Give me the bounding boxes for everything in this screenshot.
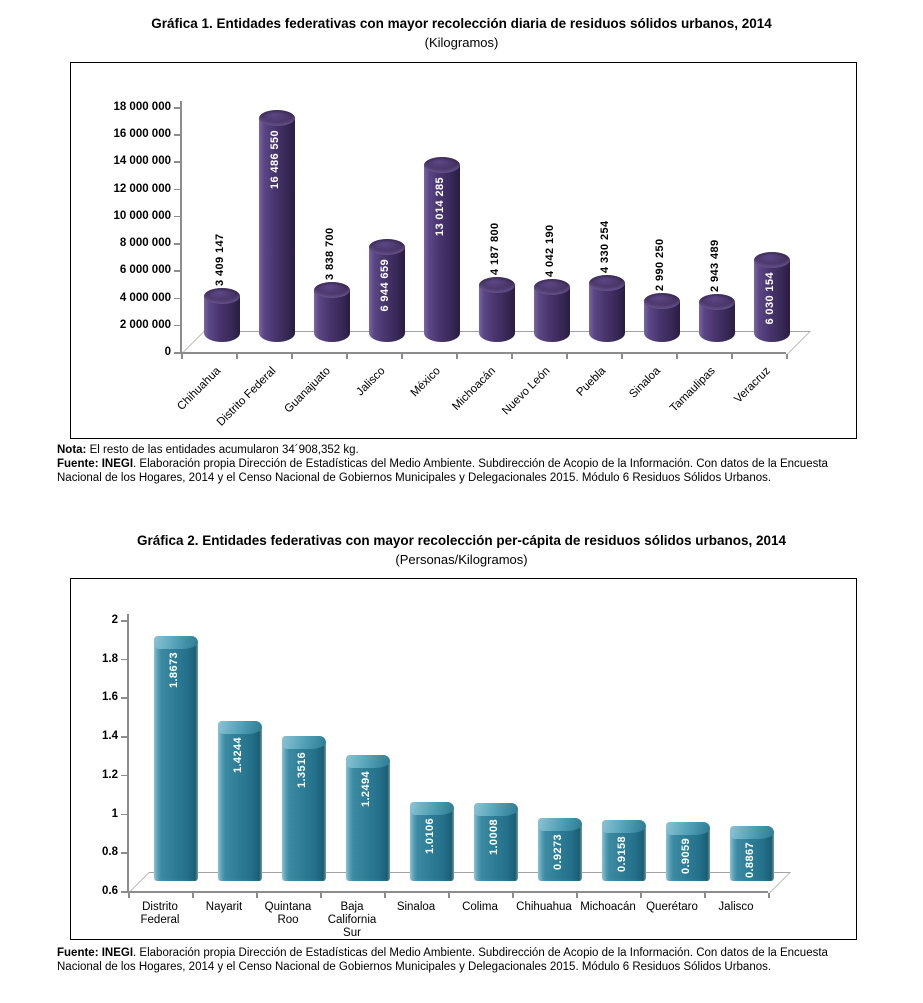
y-tick xyxy=(174,107,181,109)
bar-top-face xyxy=(666,822,710,835)
x-tick xyxy=(576,893,578,898)
y-tick xyxy=(121,852,128,854)
bar xyxy=(479,285,515,342)
y-tick-label: 0.6 xyxy=(102,885,118,897)
y-tick xyxy=(174,216,181,218)
chart1-note-text: El resto de las entidades acumularon 34´908,352 kg. xyxy=(86,444,359,456)
chart2-source-label: Fuente: xyxy=(57,947,99,959)
category-label: Michoacán xyxy=(580,901,636,913)
x-tick xyxy=(640,893,642,898)
y-tick xyxy=(174,134,181,136)
bar-top-face xyxy=(730,826,774,839)
y-tick xyxy=(174,161,181,163)
y-tick-label: 1.8 xyxy=(102,652,118,665)
bar-top-face xyxy=(534,279,570,295)
x-tick xyxy=(448,893,450,898)
y-tick-label: 8 000 000 xyxy=(119,237,171,250)
chart1-subtitle: (Kilogramos) xyxy=(424,35,499,50)
y-tick-label: 4 000 000 xyxy=(119,291,171,304)
bar-value-label: 1.0106 xyxy=(424,817,436,854)
y-tick-label: 12 000 000 xyxy=(113,182,171,195)
y-tick-label: 1.2 xyxy=(102,768,118,781)
bar-value-label: 2 990 250 xyxy=(653,238,666,292)
bar-value-label: 4 330 254 xyxy=(598,220,611,274)
y-tick xyxy=(121,736,128,738)
category-label: Nayarit xyxy=(205,901,243,913)
y-tick xyxy=(174,270,181,272)
x-tick xyxy=(384,893,386,898)
y-tick xyxy=(174,189,181,191)
bar-top-face xyxy=(154,636,198,649)
category-label: Chihuahua xyxy=(175,365,223,413)
bar-value-label: 0.9273 xyxy=(552,833,564,870)
x-tick xyxy=(768,893,770,898)
bar xyxy=(204,296,240,342)
chart1-panel xyxy=(70,62,857,439)
category-label: Puebla xyxy=(574,365,608,399)
y-tick-label: 1 xyxy=(111,807,118,820)
bar-value-label: 1.0008 xyxy=(488,819,500,856)
bar xyxy=(589,283,625,342)
category-label: Sinaloa xyxy=(396,901,436,913)
category-label: Distrito Federal xyxy=(140,901,180,926)
x-tick xyxy=(192,893,194,898)
y-tick xyxy=(174,352,181,354)
category-label: Chihuahua xyxy=(516,901,572,913)
x-tick xyxy=(236,354,238,359)
bar-value-label: 6 944 659 xyxy=(378,259,391,313)
x-tick xyxy=(511,354,513,359)
bar-value-label: 3 409 147 xyxy=(213,233,226,286)
bar xyxy=(699,302,735,342)
chart2-notes xyxy=(57,947,873,975)
x-tick xyxy=(256,893,258,898)
bar-top-face xyxy=(346,755,390,768)
y-tick xyxy=(121,659,128,661)
x-tick xyxy=(346,354,348,359)
y-tick xyxy=(174,298,181,300)
chart2-source xyxy=(57,947,873,975)
bar-top-face xyxy=(314,282,350,298)
x-axis xyxy=(181,352,786,354)
chart1-source-text: . Elaboración propia Dirección de Estadísticas del Medio Ambiente. Subdirección de Acopio de la Información. Con datos de la Encuesta Nacional de los Hogares, 2014 y el Censo Nacional de Gobiernos Municipales y Delegacionales 2015. Módulo 6 Residuos Sólidos Urbanos. xyxy=(57,457,828,484)
bar-value-label: 2 943 489 xyxy=(708,239,721,292)
chart2-plot-area xyxy=(71,579,856,939)
category-label: Guanajuato xyxy=(282,365,333,416)
chart2-source-text: . Elaboración propia Dirección de Estadísticas del Medio Ambiente. Subdirección de Acopio de la Información. Con datos de la Encuesta Nacional de los Hogares, 2014 y el Censo Nacional de Gobiernos Municipales y Delegacionales 2015. Módulo 6 Residuos Sólidos Urbanos. xyxy=(57,947,828,973)
bar-value-label: 16 486 550 xyxy=(268,129,281,189)
x-tick xyxy=(704,893,706,898)
x-tick xyxy=(786,354,788,359)
y-tick-label: 6 000 000 xyxy=(119,264,171,277)
bar-value-label: 4 042 190 xyxy=(543,224,556,277)
y-tick-label: 16 000 000 xyxy=(113,128,171,141)
bar-top-face xyxy=(424,157,460,173)
bar-top-face xyxy=(699,294,735,310)
chart2-title: Gráfica 2. Entidades federativas con mayor recolección per-cápita de residuos sólidos urbanos, 2014 xyxy=(137,533,786,548)
y-tick-label: 0.8 xyxy=(102,846,118,859)
bar-value-label: 0.9059 xyxy=(680,837,692,874)
bar-value-label: 1.2494 xyxy=(360,771,372,808)
chart1-note-label: Nota: xyxy=(57,444,87,456)
bar-top-face xyxy=(754,252,790,268)
bar-value-label: 0.9158 xyxy=(616,835,628,872)
bar-value-label: 1.3516 xyxy=(296,751,308,788)
chart1-source-label: Fuente: xyxy=(57,457,99,470)
y-tick-label: 2 xyxy=(111,614,118,626)
y-tick xyxy=(121,891,128,893)
x-tick xyxy=(291,354,293,359)
bar-top-face xyxy=(410,802,454,815)
y-tick xyxy=(121,697,128,699)
x-tick xyxy=(731,354,733,359)
category-label: Colima xyxy=(462,901,498,913)
chart1-plot-area xyxy=(71,63,856,438)
bar-value-label: 0.8867 xyxy=(744,841,756,878)
y-tick-label: 18 000 000 xyxy=(113,101,171,113)
chart2-source-org: INEGI xyxy=(98,947,134,959)
bar-top-face xyxy=(589,275,625,291)
x-tick xyxy=(512,893,514,898)
category-label: Distrito Federal xyxy=(214,365,278,429)
y-axis xyxy=(127,614,129,892)
category-label: Sinaloa xyxy=(627,365,663,401)
chart2-panel xyxy=(70,578,857,940)
bar-top-face xyxy=(218,721,262,734)
category-label: Nuevo León xyxy=(500,365,553,418)
bar-value-label: 3 838 700 xyxy=(323,227,336,280)
bar-top-face xyxy=(602,820,646,833)
bar-top-face xyxy=(282,736,326,749)
category-label: Baja California Sur xyxy=(327,901,377,939)
y-axis xyxy=(180,101,182,353)
y-tick xyxy=(174,325,181,327)
y-tick-label: 0 xyxy=(164,346,171,358)
bar-value-label: 1.4244 xyxy=(232,737,244,774)
bar-top-face xyxy=(474,803,518,816)
y-tick xyxy=(121,620,128,622)
y-tick-label: 1.4 xyxy=(102,730,118,743)
category-label: Jalisco xyxy=(718,901,754,913)
bar xyxy=(644,301,680,342)
bar-value-label: 1.8673 xyxy=(168,651,180,688)
bar-value-label: 4 187 800 xyxy=(488,222,501,275)
bar-top-face xyxy=(259,110,295,126)
chart2-subtitle: (Personas/Kilogramos) xyxy=(395,552,528,567)
bar-value-label: 6 030 154 xyxy=(763,271,776,325)
category-label: México xyxy=(408,365,443,400)
chart1-source xyxy=(57,458,873,486)
x-tick xyxy=(456,354,458,359)
chart1-source-org: INEGI xyxy=(98,457,134,470)
category-label: Tamaulipas xyxy=(668,365,718,415)
x-tick xyxy=(128,893,130,898)
category-label: Querétaro xyxy=(646,901,698,913)
y-tick-label: 1.6 xyxy=(102,691,118,704)
bar-top-face xyxy=(479,277,515,293)
x-tick xyxy=(401,354,403,359)
y-tick xyxy=(121,775,128,777)
chart1-note xyxy=(57,444,873,458)
bar xyxy=(534,287,570,342)
bar-top-face xyxy=(204,288,240,304)
bar-value-label: 13 014 285 xyxy=(433,176,446,236)
y-tick xyxy=(121,814,128,816)
y-tick-label: 14 000 000 xyxy=(113,155,171,168)
category-label: Jalisco xyxy=(354,365,388,399)
bar-top-face xyxy=(644,293,680,309)
x-tick xyxy=(566,354,568,359)
chart1-notes xyxy=(57,444,873,486)
y-tick-label: 10 000 000 xyxy=(113,209,171,222)
x-tick xyxy=(676,354,678,359)
x-tick xyxy=(320,893,322,898)
x-tick xyxy=(621,354,623,359)
chart1-title: Gráfica 1. Entidades federativas con mayor recolección diaria de residuos sólidos urbanos, 2014 xyxy=(151,16,772,31)
y-tick xyxy=(174,243,181,245)
bar-top-face xyxy=(538,818,582,831)
bar-top-face xyxy=(369,239,405,255)
category-label: Quintana Roo xyxy=(264,901,312,926)
bar xyxy=(314,290,350,342)
y-tick-label: 2 000 000 xyxy=(119,318,171,331)
x-tick xyxy=(181,354,183,359)
category-label: Michoacán xyxy=(450,365,498,413)
category-label: Veracruz xyxy=(732,365,773,406)
